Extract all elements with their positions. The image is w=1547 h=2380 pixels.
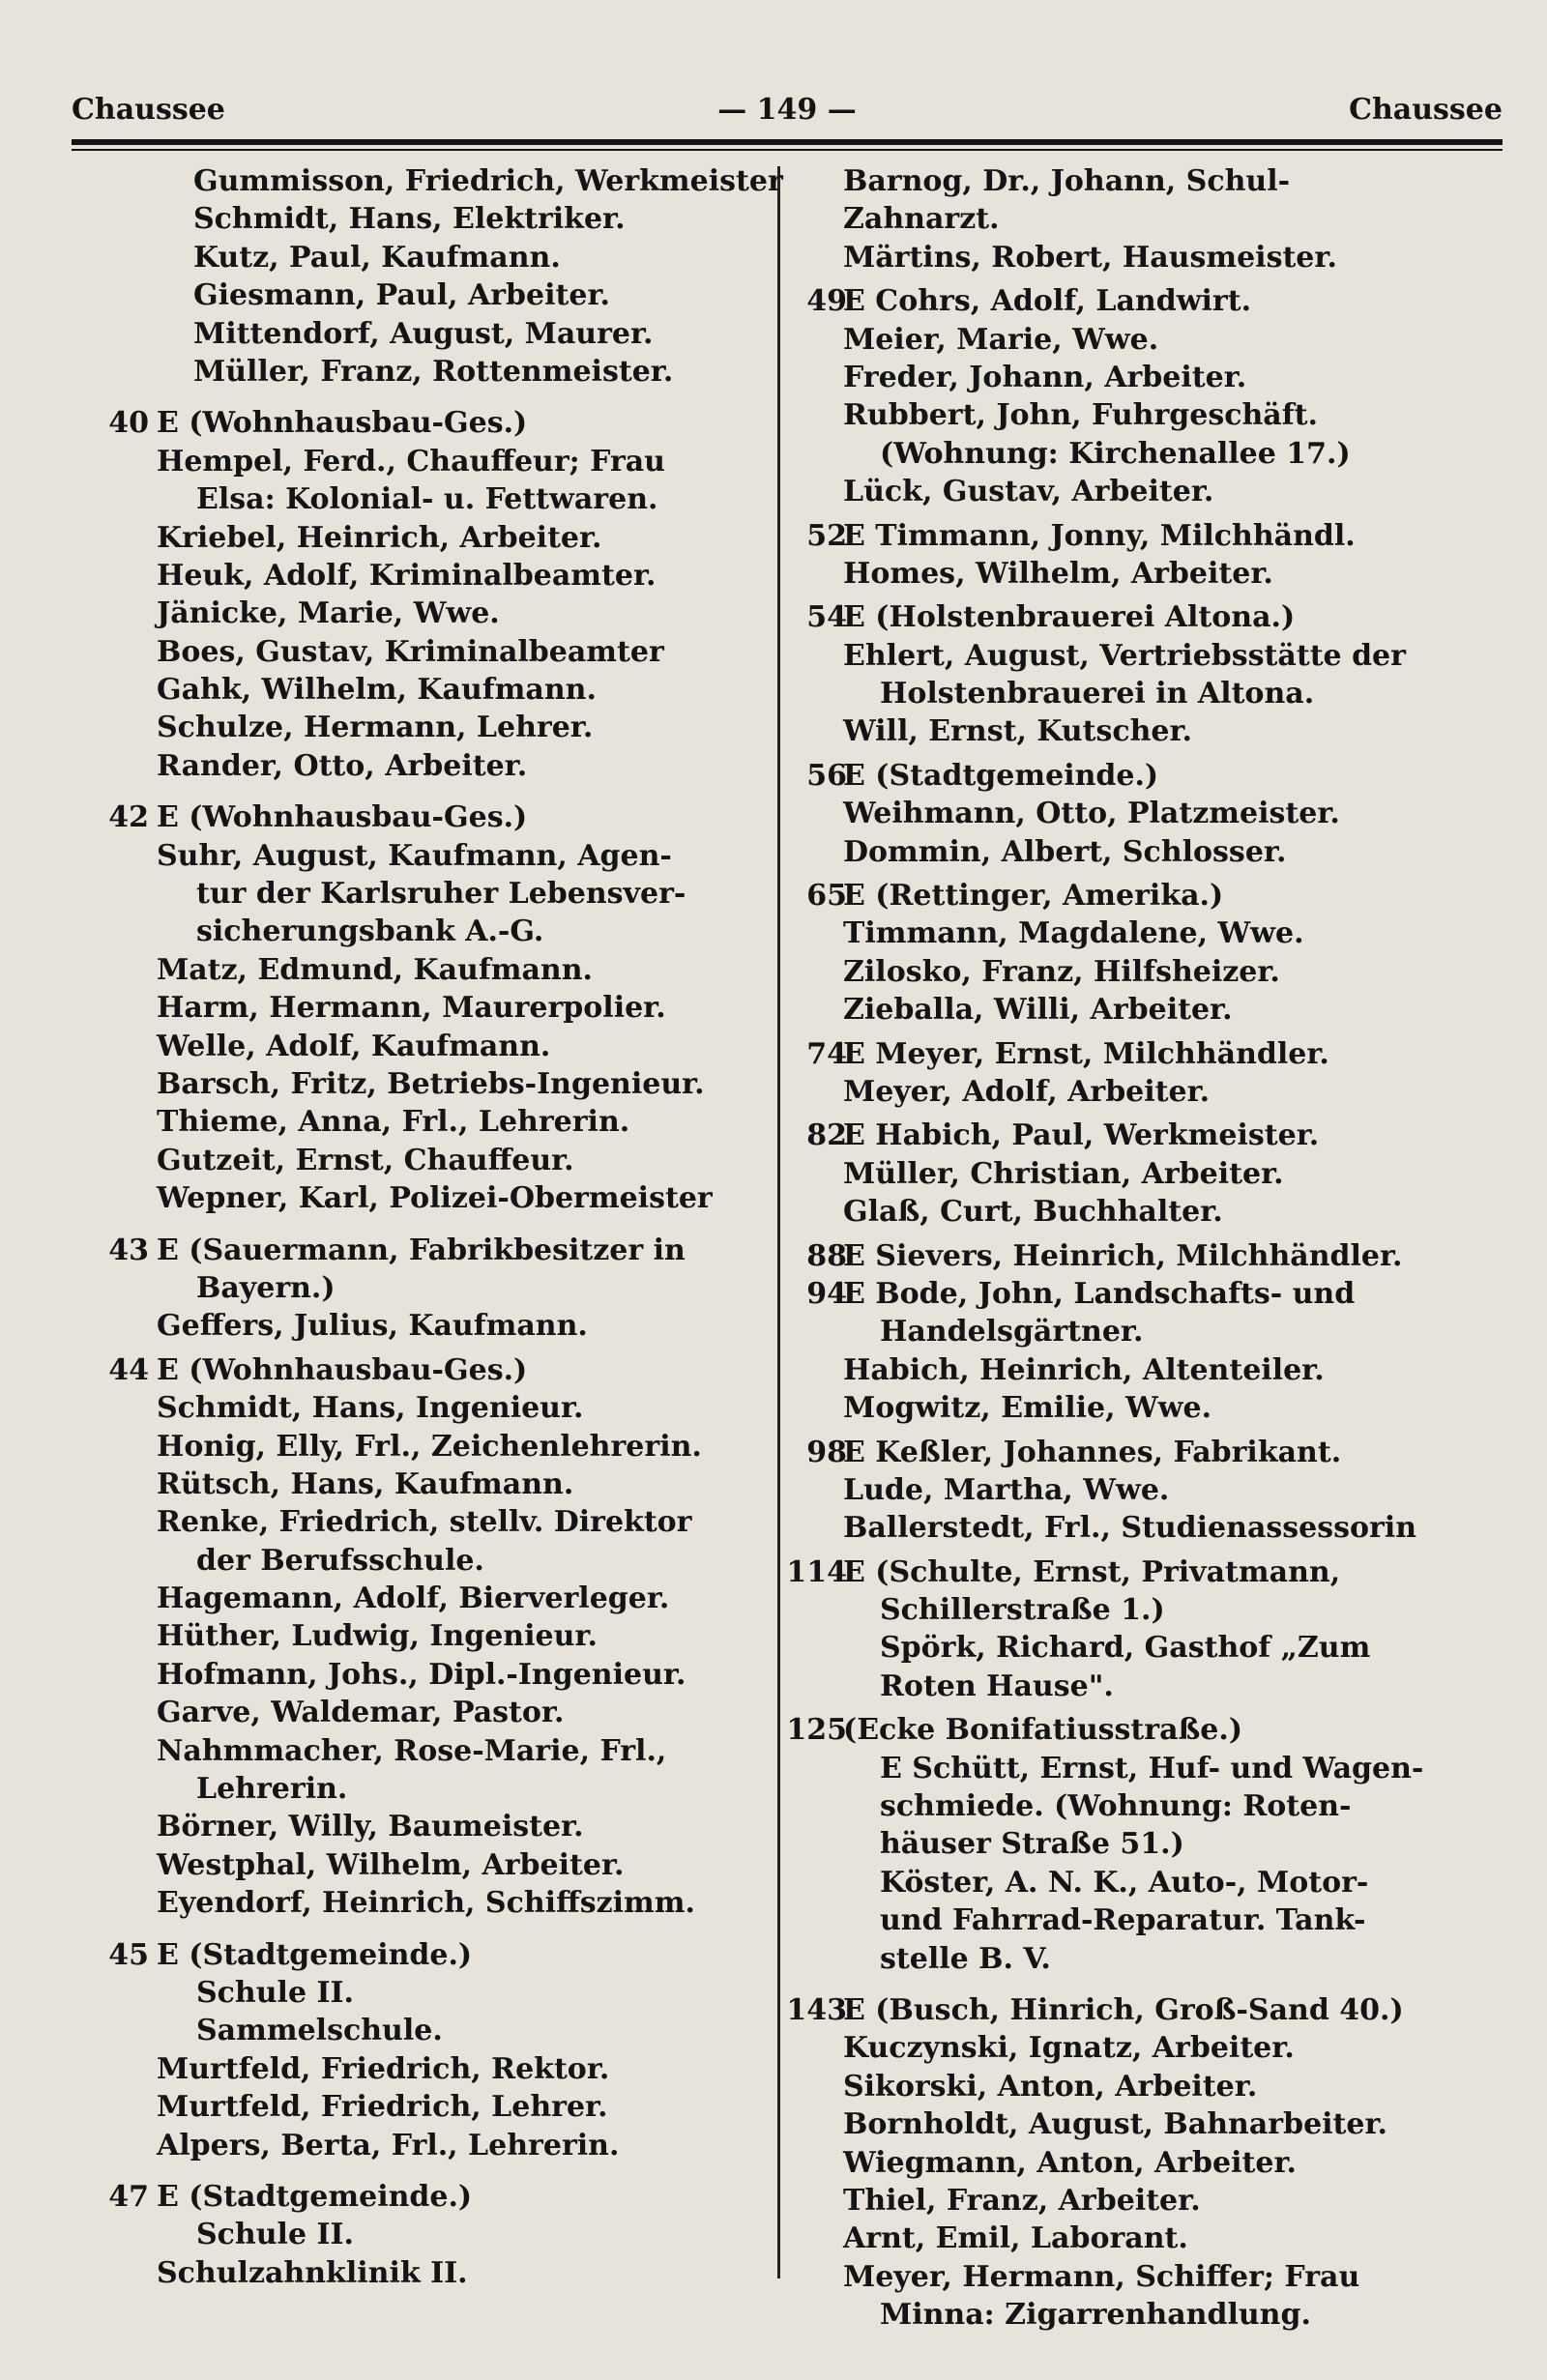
directory-entry-line xyxy=(64,443,731,480)
entry-text: Meyer, Adolf, Arbeiter. xyxy=(843,1074,1211,1109)
directory-entry-line xyxy=(764,239,1456,276)
house-number: 82 xyxy=(806,1118,847,1153)
entry-spacer xyxy=(64,1923,731,1936)
directory-entry-line xyxy=(64,1466,731,1503)
house-number: 114 xyxy=(786,1554,847,1589)
entry-text: Lück, Gustav, Arbeiter. xyxy=(843,475,1214,509)
entry-text: E Cohrs, Adolf, Landwirt. xyxy=(843,284,1252,319)
house-number: 40 xyxy=(108,406,149,441)
house-number: 143 xyxy=(786,1992,847,2027)
entry-text: E (Schulte, Ernst, Privatmann, xyxy=(843,1554,1341,1589)
house-number: 52 xyxy=(806,518,847,553)
entry-text: Kriebel, Heinrich, Arbeiter. xyxy=(157,520,602,555)
entry-text: Handelsgärtner. xyxy=(880,1315,1144,1350)
page-number: — 149 — xyxy=(717,93,857,127)
entry-text: und Fahrrad-Reparatur. Tank- xyxy=(880,1903,1366,1938)
entry-text: Gahk, Wilhelm, Kaufmann. xyxy=(157,673,597,708)
directory-entry-line xyxy=(64,239,731,276)
directory-entry-line xyxy=(64,1770,731,1808)
directory-entry-line xyxy=(764,2258,1456,2296)
entry-text: Müller, Franz, Rottenmeister. xyxy=(193,354,674,389)
directory-entry-line xyxy=(64,1808,731,1845)
directory-entry-line xyxy=(764,321,1456,359)
entry-text: E Schütt, Ernst, Huf- und Wagen- xyxy=(880,1751,1424,1785)
directory-entry-line xyxy=(64,875,731,913)
directory-entry-line xyxy=(764,1668,1456,1705)
house-number: 65 xyxy=(806,879,847,914)
directory-entry-line xyxy=(64,1065,731,1103)
directory-entry-line xyxy=(64,1232,731,1269)
directory-entry-line xyxy=(764,1193,1456,1231)
directory-entry-line xyxy=(764,2220,1456,2257)
directory-entry-line xyxy=(764,1629,1456,1667)
house-number: 98 xyxy=(806,1435,847,1469)
entry-text: Eyendorf, Heinrich, Schiffszimm. xyxy=(157,1886,695,1921)
entry-text: Suhr, August, Kaufmann, Agen- xyxy=(157,838,672,873)
entry-text: Garve, Waldemar, Pastor. xyxy=(157,1696,565,1730)
entry-text: Weihmann, Otto, Platzmeister. xyxy=(843,797,1340,831)
header-right: Chaussee xyxy=(1349,93,1503,127)
directory-entry-line xyxy=(64,2127,731,2164)
directory-entry-line xyxy=(64,1307,731,1345)
entry-text: Honig, Elly, Frl., Zeichenlehrerin. xyxy=(157,1429,702,1464)
directory-entry-line xyxy=(64,557,731,595)
house-number: 56 xyxy=(806,758,847,793)
house-number: 74 xyxy=(806,1036,847,1071)
entry-spacer xyxy=(64,2164,731,2178)
entry-text: Thieme, Anna, Frl., Lehrerin. xyxy=(157,1105,630,1140)
entry-text: schmiede. (Wohnung: Roten- xyxy=(880,1789,1352,1824)
directory-entry-line xyxy=(764,2029,1456,2067)
directory-entry-line xyxy=(764,1237,1456,1275)
directory-entry-line xyxy=(764,1389,1456,1427)
directory-entry-line xyxy=(64,2012,731,2049)
directory-entry-line xyxy=(64,1428,731,1466)
directory-entry-line xyxy=(64,989,731,1027)
directory-entry-line xyxy=(764,282,1456,320)
entry-text: E Sievers, Heinrich, Milchhändler. xyxy=(843,1238,1403,1273)
entry-text: Roten Hause". xyxy=(880,1669,1114,1703)
directory-entry-line xyxy=(764,598,1456,636)
entry-text: Sammelschule. xyxy=(196,2014,443,2048)
directory-entry-line xyxy=(764,1864,1456,1901)
entry-text: Zieballa, Willi, Arbeiter. xyxy=(843,993,1233,1028)
house-number: 49 xyxy=(806,284,847,319)
directory-entry-line xyxy=(64,1103,731,1141)
entry-text: Zilosko, Franz, Hilfsheizer. xyxy=(843,954,1280,989)
left-column xyxy=(64,162,783,2292)
entry-text: Arnt, Emil, Laborant. xyxy=(843,2221,1188,2256)
directory-entry-line xyxy=(64,1846,731,1884)
entry-text: Hofmann, Johs., Dipl.-Ingenieur. xyxy=(157,1657,686,1692)
directory-entry-line xyxy=(764,1591,1456,1629)
entry-text: E (Stadtgemeinde.) xyxy=(843,758,1159,793)
entry-text: Schule II. xyxy=(196,1975,354,2010)
directory-entry-line xyxy=(764,1787,1456,1825)
house-number: 42 xyxy=(108,800,149,835)
directory-entry-line xyxy=(764,1351,1456,1389)
entry-text: Lude, Martha, Wwe. xyxy=(843,1472,1170,1507)
entry-text: (Ecke Bonifatiusstraße.) xyxy=(843,1713,1243,1748)
house-number: 43 xyxy=(108,1233,149,1267)
header-left: Chaussee xyxy=(72,93,225,127)
entry-text: Thiel, Franz, Arbeiter. xyxy=(843,2183,1201,2218)
entry-text: E (Wohnhausbau-Ges.) xyxy=(157,1352,528,1387)
house-number: 44 xyxy=(108,1352,149,1387)
directory-entry-line xyxy=(64,1732,731,1770)
entry-text: E (Sauermann, Fabrikbesitzer in xyxy=(157,1233,686,1267)
directory-entry-line xyxy=(64,951,731,989)
entry-text: Habich, Heinrich, Altenteiler. xyxy=(843,1352,1325,1387)
directory-entry-line xyxy=(64,1028,731,1065)
directory-entry-line xyxy=(764,1711,1456,1749)
directory-entry-line xyxy=(764,473,1456,510)
directory-entry-line xyxy=(764,359,1456,396)
entry-text: Gutzeit, Ernst, Chauffeur. xyxy=(157,1143,574,1177)
entry-text: Nahmmacher, Rose-Marie, Frl., xyxy=(157,1733,667,1768)
directory-entry-line xyxy=(64,162,783,200)
entry-text: Märtins, Robert, Hausmeister. xyxy=(843,240,1337,275)
entry-text: E Keßler, Johannes, Fabrikant. xyxy=(843,1435,1342,1469)
entry-text: Freder, Johann, Arbeiter. xyxy=(843,360,1247,394)
directory-entry-line xyxy=(764,2068,1456,2105)
entry-text: E Habich, Paul, Werkmeister. xyxy=(843,1118,1320,1153)
house-number: 54 xyxy=(806,600,847,635)
entry-text: Elsa: Kolonial- u. Fettwaren. xyxy=(196,482,658,517)
header-rule-thick xyxy=(72,139,1503,145)
entry-text: Boes, Gustav, Kriminalbeamter xyxy=(157,634,664,669)
entry-text: Rütsch, Hans, Kaufmann. xyxy=(157,1466,574,1501)
entry-text: Murtfeld, Friedrich, Rektor. xyxy=(157,2051,610,2086)
entry-text: Timmann, Magdalene, Wwe. xyxy=(843,916,1304,951)
directory-entry-line xyxy=(64,2254,731,2292)
directory-entry-line xyxy=(64,353,731,391)
entry-text: E (Holstenbrauerei Altona.) xyxy=(843,600,1296,635)
entry-text: Schmidt, Hans, Elektriker. xyxy=(193,202,626,237)
directory-entry-line xyxy=(64,2050,731,2088)
entry-text: Rander, Otto, Arbeiter. xyxy=(157,748,528,783)
directory-entry-line xyxy=(764,1313,1456,1350)
directory-entry-line xyxy=(764,712,1456,750)
entry-text: Müller, Christian, Arbeiter. xyxy=(843,1156,1284,1191)
entry-spacer xyxy=(64,1218,731,1232)
directory-entry-line xyxy=(64,1542,731,1580)
directory-entry-line xyxy=(764,1509,1456,1547)
entry-text: sicherungsbank A.-G. xyxy=(196,914,544,949)
right-column xyxy=(764,162,1456,2334)
entry-text: Mittendorf, August, Maurer. xyxy=(193,316,654,351)
entry-text: Schmidt, Hans, Ingenieur. xyxy=(157,1391,584,1426)
directory-entry-line xyxy=(764,795,1456,832)
directory-entry-line xyxy=(64,1351,731,1389)
directory-entry-line xyxy=(764,914,1456,952)
entry-text: Barnog, Dr., Johann, Schul- xyxy=(843,164,1291,198)
directory-entry-line xyxy=(764,396,1456,434)
directory-entry-line xyxy=(64,276,731,314)
entry-text: E Timmann, Jonny, Milchhändl. xyxy=(843,518,1356,553)
entry-text: Harm, Hermann, Maurerpolier. xyxy=(157,991,666,1026)
directory-entry-line xyxy=(764,1901,1456,1939)
entry-text: Sikorski, Anton, Arbeiter. xyxy=(843,2069,1258,2104)
entry-text: Heuk, Adolf, Kriminalbeamter. xyxy=(157,558,657,593)
directory-entry-line xyxy=(64,671,731,709)
directory-entry-line xyxy=(764,1940,1456,1978)
directory-entry-line xyxy=(764,1434,1456,1471)
directory-entry-line xyxy=(64,837,731,875)
entry-text: Renke, Friedrich, stellv. Direktor xyxy=(157,1505,692,1540)
directory-entry-line xyxy=(764,1275,1456,1313)
directory-entry-line xyxy=(764,2105,1456,2143)
entry-spacer xyxy=(64,391,731,404)
directory-entry-line xyxy=(64,2178,731,2216)
directory-entry-line xyxy=(764,877,1456,914)
directory-entry-line xyxy=(64,315,731,353)
directory-entry-line xyxy=(64,1580,731,1617)
running-header xyxy=(72,93,1503,137)
entry-text: Meyer, Hermann, Schiffer; Frau xyxy=(843,2259,1360,2294)
entry-text: E (Wohnhausbau-Ges.) xyxy=(157,800,528,835)
directory-entry-line xyxy=(64,747,731,785)
directory-entry-line xyxy=(64,519,731,557)
house-number: 47 xyxy=(108,2179,149,2214)
entry-text: E Bode, John, Landschafts- und xyxy=(843,1276,1356,1311)
entry-text: E (Stadtgemeinde.) xyxy=(157,2179,473,2214)
entry-text: Glaß, Curt, Buchhalter. xyxy=(843,1195,1223,1230)
entry-text: Spörk, Richard, Gasthof „Zum xyxy=(880,1631,1371,1666)
entry-text: Bornholdt, August, Bahnarbeiter. xyxy=(843,2107,1387,2142)
entry-text: Giesmann, Paul, Arbeiter. xyxy=(193,278,610,313)
directory-entry-line xyxy=(64,1974,731,2012)
directory-entry-line xyxy=(764,555,1456,593)
directory-entry-line xyxy=(764,675,1456,712)
directory-entry-line xyxy=(764,2296,1456,2334)
entry-text: Hüther, Ludwig, Ingenieur. xyxy=(157,1619,598,1654)
entry-text: Alpers, Berta, Frl., Lehrerin. xyxy=(157,2128,620,2162)
entry-text: Schule II. xyxy=(196,2218,354,2252)
directory-entry-line xyxy=(64,1936,731,1974)
entry-text: Lehrerin. xyxy=(196,1772,348,1807)
entry-text: Börner, Willy, Baumeister. xyxy=(157,1810,584,1844)
directory-entry-line xyxy=(764,200,1456,238)
entry-text: Schulze, Hermann, Lehrer. xyxy=(157,711,594,745)
entry-text: Westphal, Wilhelm, Arbeiter. xyxy=(157,1847,625,1882)
directory-entry-line xyxy=(64,1617,731,1655)
entry-text: Minna: Zigarrenhandlung. xyxy=(880,2298,1311,2333)
directory-entry-line xyxy=(64,480,731,518)
house-number: 88 xyxy=(806,1238,847,1273)
directory-entry-line xyxy=(64,1179,731,1217)
directory-entry-line xyxy=(64,2216,731,2253)
entry-text: der Berufsschule. xyxy=(196,1543,484,1578)
entry-text: Welle, Adolf, Kaufmann. xyxy=(157,1029,551,1063)
entry-text: Ehlert, August, Vertriebsstätte der xyxy=(843,638,1406,673)
directory-entry-line xyxy=(64,1389,731,1427)
entry-text: Ballerstedt, Frl., Studienassessorin xyxy=(843,1511,1417,1546)
directory-entry-line xyxy=(764,757,1456,795)
entry-text: Bayern.) xyxy=(196,1270,336,1305)
entry-text: Schulzahnklinik II. xyxy=(157,2255,468,2290)
directory-entry-line xyxy=(764,1825,1456,1863)
entry-text: Kuczynski, Ignatz, Arbeiter. xyxy=(843,2031,1295,2066)
directory-entry-line xyxy=(764,833,1456,871)
entry-text: E (Rettinger, Amerika.) xyxy=(843,879,1224,914)
entry-text: Rubbert, John, Fuhrgeschäft. xyxy=(843,398,1318,433)
directory-entry-line xyxy=(64,633,731,671)
entry-text: Hempel, Ferd., Chauffeur; Frau xyxy=(157,444,665,479)
entry-text: Homes, Wilhelm, Arbeiter. xyxy=(843,556,1273,591)
directory-entry-line xyxy=(64,595,731,632)
directory-entry-line xyxy=(764,1073,1456,1111)
entry-text: Mogwitz, Emilie, Wwe. xyxy=(843,1391,1212,1426)
entry-text: Will, Ernst, Kutscher. xyxy=(843,714,1192,749)
house-number: 125 xyxy=(786,1713,847,1748)
directory-entry-line xyxy=(764,1471,1456,1509)
directory-entry-line xyxy=(64,2088,731,2126)
directory-entry-line xyxy=(64,913,731,950)
entry-text: Gummisson, Friedrich, Werkmeister xyxy=(193,164,783,198)
entry-text: Zahnarzt. xyxy=(843,202,1000,237)
directory-entry-line xyxy=(764,1991,1456,2029)
directory-entry-line xyxy=(64,1142,731,1179)
entry-text: stelle B. V. xyxy=(880,1941,1051,1976)
directory-entry-line xyxy=(764,2182,1456,2220)
entry-text: Dommin, Albert, Schlosser. xyxy=(843,834,1287,869)
directory-entry-line xyxy=(764,1155,1456,1193)
header-rule-thin xyxy=(72,149,1503,151)
entry-text: Barsch, Fritz, Betriebs-Ingenieur. xyxy=(157,1066,705,1101)
directory-entry-line xyxy=(64,1269,731,1307)
entry-text: Jänicke, Marie, Wwe. xyxy=(157,596,500,631)
entry-text: Wepner, Karl, Polizei-Obermeister xyxy=(157,1181,713,1216)
directory-entry-line xyxy=(764,2144,1456,2182)
entry-text: Köster, A. N. K., Auto-, Motor- xyxy=(880,1865,1369,1900)
directory-entry-line xyxy=(764,162,1456,200)
directory-entry-line xyxy=(764,517,1456,555)
directory-entry-line xyxy=(764,991,1456,1029)
entry-text: Hagemann, Adolf, Bierverleger. xyxy=(157,1582,670,1616)
directory-entry-line xyxy=(764,1035,1456,1073)
directory-entry-line xyxy=(764,953,1456,991)
directory-entry-line xyxy=(764,435,1456,473)
directory-entry-line xyxy=(64,1694,731,1731)
directory-entry-line xyxy=(64,1656,731,1694)
directory-entry-line xyxy=(764,1117,1456,1154)
entry-text: häuser Straße 51.) xyxy=(880,1827,1184,1862)
entry-text: Geffers, Julius, Kaufmann. xyxy=(157,1309,588,1344)
entry-text: E (Busch, Hinrich, Groß-Sand 40.) xyxy=(843,1992,1404,2027)
entry-spacer xyxy=(64,785,731,798)
entry-text: tur der Karlsruher Lebensver- xyxy=(196,877,686,912)
entry-text: Matz, Edmund, Kaufmann. xyxy=(157,952,593,987)
entry-text: E (Stadtgemeinde.) xyxy=(157,1937,473,1972)
entry-text: (Wohnung: Kirchenallee 17.) xyxy=(880,436,1351,471)
directory-entry-line xyxy=(64,798,731,836)
entry-spacer xyxy=(764,1978,1456,1991)
house-number: 94 xyxy=(806,1276,847,1311)
entry-text: Wiegmann, Anton, Arbeiter. xyxy=(843,2145,1297,2180)
directory-entry-line xyxy=(64,200,731,238)
directory-entry-line xyxy=(764,1750,1456,1787)
entry-text: E (Wohnhausbau-Ges.) xyxy=(157,406,528,441)
directory-entry-line xyxy=(764,637,1456,675)
directory-entry-line xyxy=(64,1503,731,1541)
entry-text: Holstenbrauerei in Altona. xyxy=(880,677,1315,711)
entry-text: Kutz, Paul, Kaufmann. xyxy=(193,240,561,275)
entry-text: E Meyer, Ernst, Milchhändler. xyxy=(843,1036,1329,1071)
entry-text: Meier, Marie, Wwe. xyxy=(843,322,1159,357)
directory-entry-line xyxy=(64,709,731,746)
entry-text: Schillerstraße 1.) xyxy=(880,1593,1165,1628)
directory-entry-line xyxy=(64,404,731,442)
entry-text: Murtfeld, Friedrich, Lehrer. xyxy=(157,2090,608,2125)
house-number: 45 xyxy=(108,1937,149,1972)
directory-entry-line xyxy=(64,1884,731,1922)
directory-entry-line xyxy=(764,1553,1456,1591)
